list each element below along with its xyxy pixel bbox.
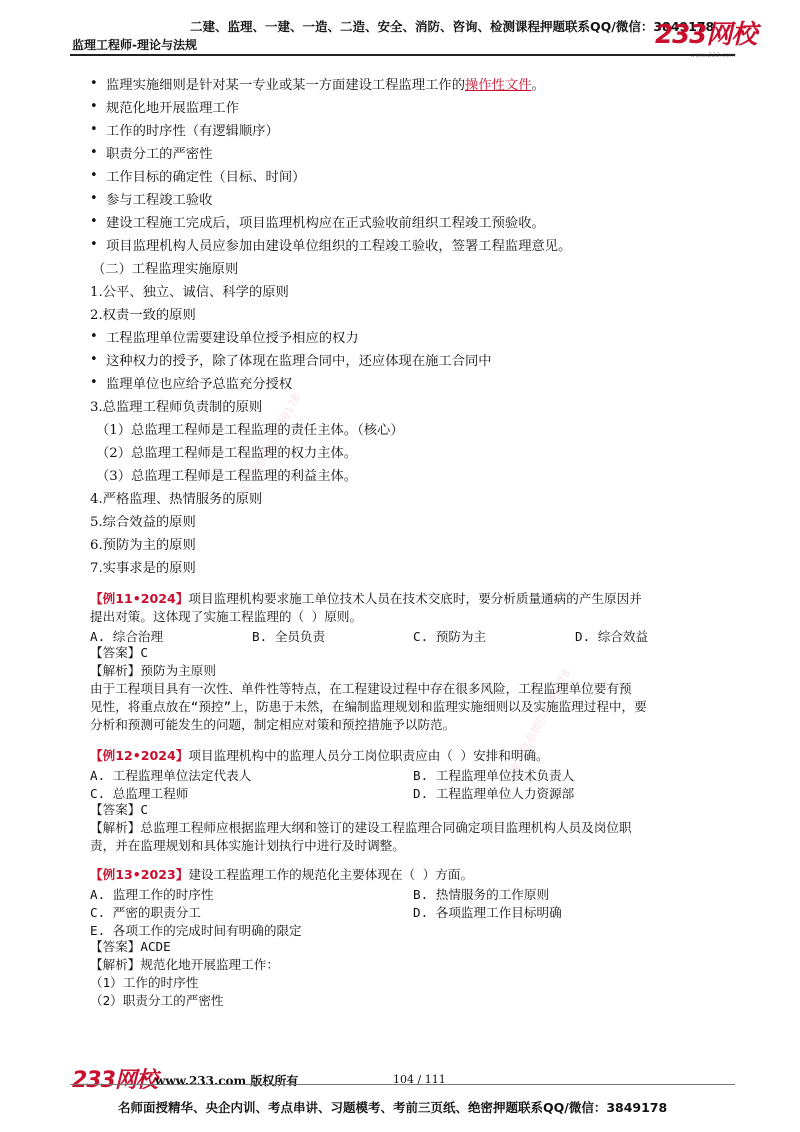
bullet-dot: • (90, 352, 98, 367)
example-tag: 【例11•2024】 (90, 591, 189, 606)
footer-logo: 233网校 (72, 1068, 157, 1093)
bullet-dot: • (90, 375, 98, 390)
bullet-dot: • (90, 168, 98, 183)
principle-item: 5.综合效益的原则 (90, 515, 196, 530)
bullet-item: 项目监理机构人员应参加由建设单位组织的工程竣工验收，签署工程监理意见。 (106, 239, 572, 254)
option-d: D. 工程监理单位人力资源部 (413, 786, 575, 801)
bullet-item: 监理实施细则是针对某一专业或某一方面建设工程监理工作的操作性文件。 (106, 78, 545, 93)
principle-item: 6.预防为主的原则 (90, 538, 196, 553)
principle-item: 3.总监理工程师负责制的原则 (90, 400, 263, 415)
bullet-item: 参与工程竣工验收 (106, 193, 213, 208)
option-d: D. 各项监理工作目标明确 (413, 905, 562, 920)
section-heading: （二）工程监理实施原则 (92, 262, 239, 277)
option-a: A. 工程监理单位法定代表人 (90, 768, 252, 783)
explanation-line: 责，并在监理规划和具体实施计划执行中进行及时调整。 (90, 838, 405, 853)
bullet-item: 工作的时序性（有逻辑顺序） (106, 124, 279, 139)
answer: 【答案】C (90, 802, 148, 817)
option-b: B. 热情服务的工作原则 (413, 887, 550, 902)
example-tag: 【例12•2024】 (90, 748, 189, 763)
bullet-item: 监理单位也应给予总监充分授权 (106, 377, 293, 392)
explanation-line: 由于工程项目具有一次性、单件性等特点，在工程建设过程中存在很多风险，工程监理单位要有预 (90, 681, 632, 696)
analysis: 【解析】预防为主原则 (90, 663, 216, 678)
example-12-question: 【例12•2024】项目监理机构中的监理人员分工岗位职责应由（ ）安排和明确。 (90, 748, 549, 763)
principle-item: 1.公平、独立、诚信、科学的原则 (90, 285, 289, 300)
example-tag: 【例13•2023】 (90, 867, 189, 882)
explanation-line: 分析和预测可能发生的问题，制定相应对策和预控措施予以防范。 (90, 717, 456, 732)
logo-url: www.233.com (690, 51, 736, 59)
option-c: C. 总监理工程师 (90, 786, 189, 801)
option-a: A. 综合治理 (90, 629, 164, 644)
footer-copyright: www.233.com 版权所有 (155, 1074, 299, 1088)
page-number: 104 / 111 (393, 1073, 446, 1086)
example-11-question: 【例11•2024】项目监理机构要求施工单位技术人员在技术交底时，要分析质量通病的产生原因并 (90, 591, 642, 606)
option-b: B. 全员负责 (252, 629, 326, 644)
bullet-item: 工作目标的确定性（目标、时间） (106, 170, 306, 185)
header-subtitle: 监理工程师-理论与法规 (72, 38, 197, 52)
option-d: D. 综合效益 (575, 629, 649, 644)
option-c: C. 严密的职责分工 (90, 905, 201, 920)
bullet-item: 建设工程施工完成后，项目监理机构应在正式验收前组织工程竣工预验收。 (106, 216, 545, 231)
bullet-dot: • (90, 145, 98, 160)
bullet-dot: • (90, 122, 98, 137)
sub-item: （1）工作的时序性 (90, 975, 199, 990)
watermark: 唯一联系微信3849178 (237, 391, 304, 500)
option-a: A. 监理工作的时序性 (90, 887, 214, 902)
bullet-item: 规范化地开展监理工作 (106, 101, 239, 116)
sub-item: （2）职责分工的严密性 (90, 993, 224, 1008)
answer: 【答案】C (90, 645, 148, 660)
principle-item: 4.严格监理、热情服务的原则 (90, 492, 263, 507)
principle-item: 2.权责一致的原则 (90, 308, 196, 323)
bullet-item: 工程监理单位需要建设单位授予相应的权力 (106, 331, 359, 346)
bullet-dot: • (90, 99, 98, 114)
bullet-dot: • (90, 214, 98, 229)
bullet-dot: • (90, 329, 98, 344)
bullet-dot: • (90, 191, 98, 206)
example-11-question-cont: 提出对策。这体现了实施工程监理的（ ）原则。 (90, 609, 363, 624)
logo: 233网校 (655, 20, 757, 50)
bullet-dot: • (90, 76, 98, 91)
link-operational-document[interactable]: 操作性文件 (465, 78, 532, 93)
footer-contact: 名师面授精华、央企内训、考点串讲、习题模考、考前三页纸、绝密押题联系QQ/微信：3849178 (118, 1100, 668, 1115)
footer-divider (70, 1084, 735, 1085)
bullet-dot: • (90, 237, 98, 252)
sub-item: （3）总监理工程师是工程监理的利益主体。 (96, 469, 358, 484)
bullet-item: 职责分工的严密性 (106, 147, 213, 162)
header-top-line: 二建、监理、一建、一造、二造、安全、消防、咨询、检测课程押题联系QQ/微信：3849178 (190, 19, 715, 34)
explanation-line: 见性，将重点放在“预控”上，防患于未然，在编制监理规划和监理实施细则以及实施监理过程中，要 (90, 699, 647, 714)
principle-item: 7.实事求是的原则 (90, 561, 196, 576)
explanation-line: 【解析】总监理工程师应根据监理大纲和签订的建设工程监理合同确定项目监理机构人员及岗位职 (90, 820, 632, 835)
option-c: C. 预防为主 (413, 629, 487, 644)
header-divider (70, 54, 735, 56)
sub-item: （2）总监理工程师是工程监理的权力主体。 (96, 446, 358, 461)
answer: 【答案】ACDE (90, 939, 171, 954)
sub-item: （1）总监理工程师是工程监理的责任主体。（核心） (96, 423, 404, 438)
option-b: B. 工程监理单位技术负责人 (413, 768, 575, 783)
example-13-question: 【例13•2023】建设工程监理工作的规范化主要体现在（ ）方面。 (90, 867, 474, 882)
analysis: 【解析】规范化地开展监理工作： (90, 957, 279, 972)
bullet-item: 这种权力的授予，除了体现在监理合同中，还应体现在施工合同中 (106, 354, 492, 369)
option-e: E. 各项工作的完成时间有明确的限定 (90, 923, 302, 938)
watermark: 唯一联系微信3849178 (507, 667, 574, 776)
